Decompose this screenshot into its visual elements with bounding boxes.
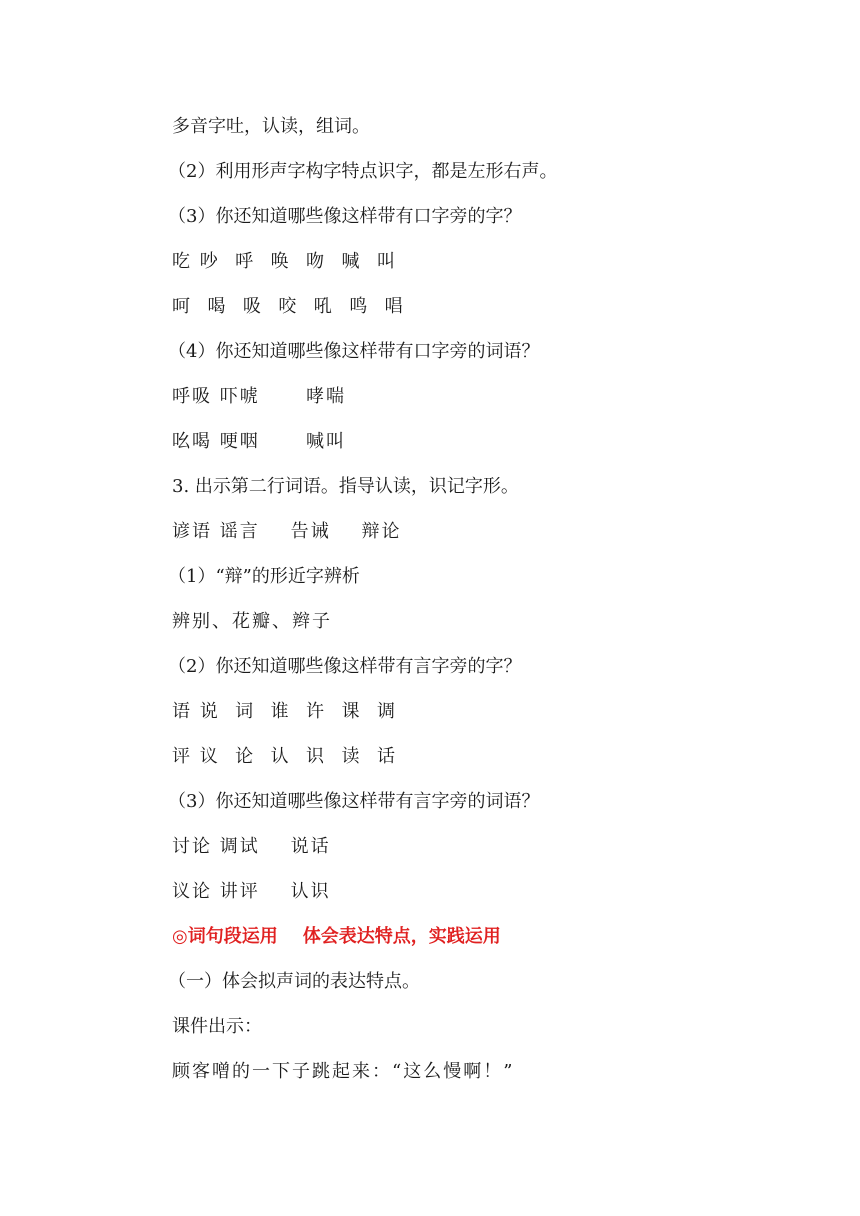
yan-radical-chars-row-2: 评 议 论 认 识 读 话 bbox=[172, 746, 397, 767]
paragraph-yan-words-question: （3）你还知道哪些像这样带有言字旁的词语？ bbox=[168, 791, 540, 812]
kou-radical-chars-row-2: 呵 喝 吸 咬 吼 鸣 唱 bbox=[172, 296, 405, 317]
yan-radical-words-row-2: 议论 讲评 认识 bbox=[172, 881, 331, 902]
courseware-label: 课件出示： bbox=[172, 1016, 262, 1037]
second-row-words: 谚语 谣言 告诫 辩论 bbox=[172, 521, 402, 542]
paragraph-step-3-question: （3）你还知道哪些像这样带有口字旁的字？ bbox=[168, 206, 522, 227]
example-sentence: 顾客噌的一下子跳起来：“这么慢啊！” bbox=[172, 1061, 515, 1082]
bian-similar-words: 辨别、花瓣、辫子 bbox=[172, 611, 332, 632]
kou-radical-chars-row-1: 吃 吵 呼 唤 吻 喊 叫 bbox=[172, 251, 397, 272]
section-heading: ◎词句段运用 体会表达特点，实践运用 bbox=[172, 926, 501, 947]
paragraph-section-3: 3. 出示第二行词语。指导认读，识记字形。 bbox=[172, 476, 519, 497]
paragraph-polyphonic-tu: 多音字吐，认读，组词。 bbox=[172, 116, 370, 137]
yan-radical-words-row-1: 讨论 调试 说话 bbox=[172, 836, 331, 857]
paragraph-step-4-question: （4）你还知道哪些像这样带有口字旁的词语？ bbox=[168, 341, 540, 362]
paragraph-step-2: （2）利用形声字构字特点识字，都是左形右声。 bbox=[168, 161, 558, 182]
kou-radical-words-row-1: 呼吸 吓唬 哮喘 bbox=[172, 386, 347, 407]
paragraph-bian-analysis: （1）“辩”的形近字辨析 bbox=[168, 566, 360, 587]
paragraph-onomatopoeia: （一）体会拟声词的表达特点。 bbox=[168, 971, 420, 992]
yan-radical-chars-row-1: 语 说 词 谁 许 课 调 bbox=[172, 701, 397, 722]
kou-radical-words-row-2: 吆喝 哽咽 喊叫 bbox=[172, 431, 347, 452]
paragraph-yan-chars-question: （2）你还知道哪些像这样带有言字旁的字？ bbox=[168, 656, 522, 677]
